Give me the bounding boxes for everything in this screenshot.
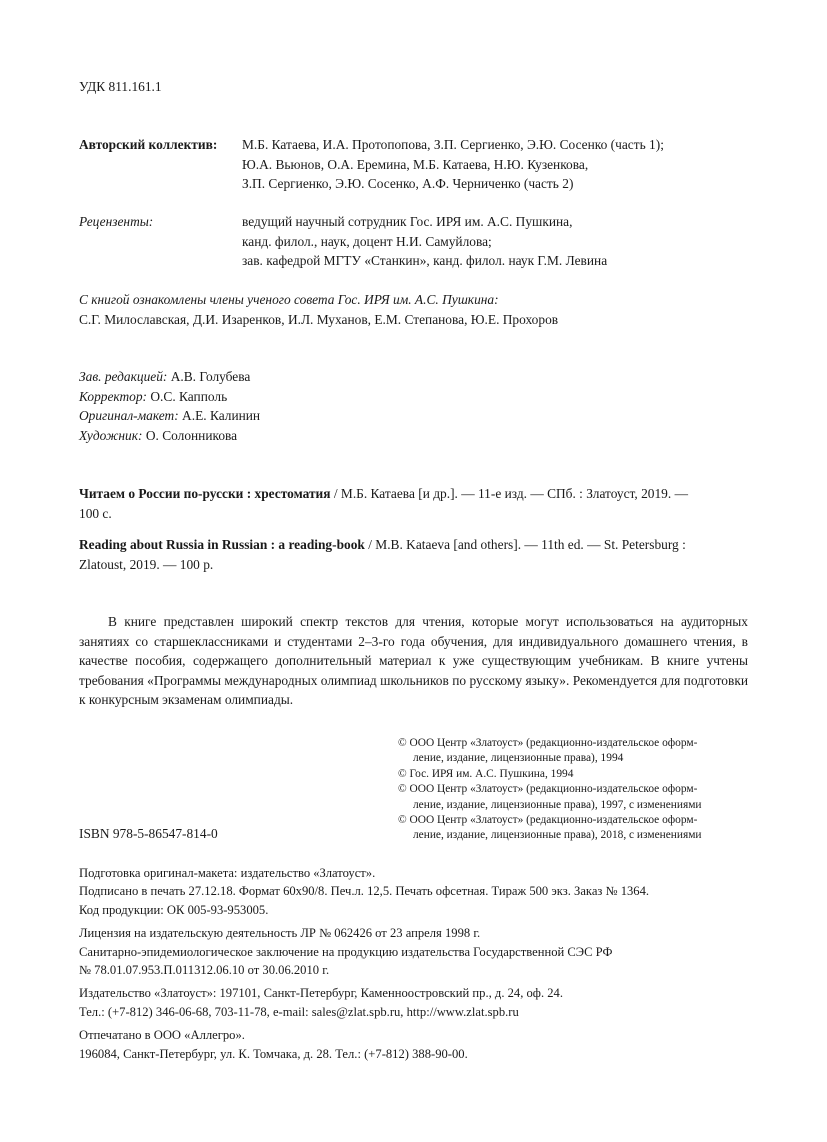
imprint-line: Тел.: (+7-812) 346-06-68, 703-11-78, e-mail: sales@zlat.spb.ru, http://www.zlat.spb.ru [79, 1004, 519, 1019]
citation-details: / M.B. Kataeva [and others]. — 11th ed. — St. Petersburg : [364, 537, 686, 552]
council-names: С.Г. Милославская, Д.И. Изаренков, И.Л. Муханов, Е.М. Степанова, Ю.Е. Прохоров [79, 311, 559, 327]
imprint-line: Отпечатано в ООО «Аллегро». [79, 1028, 245, 1043]
imprint-license [79, 924, 649, 979]
imprint-line: Подписано в печать 27.12.18. Формат 60x90/8. Печ.л. 12,5. Печать офсетная. Тираж 500 экз. Заказ № 1364. [79, 884, 650, 899]
staff-role: Зав. редакцией: [79, 369, 168, 384]
imprint-line: Подготовка оригинал-макета: издательство «Златоуст». [79, 866, 376, 880]
reviewer-line: ведущий научный сотрудник Гос. ИРЯ им. А.С. Пушкина, [242, 214, 573, 229]
staff-name: О.С. Капполь [150, 388, 228, 404]
copyright-line: © Гос. ИРЯ им. А.С. Пушкина, 1994 [398, 767, 574, 780]
citation-english [79, 535, 686, 574]
copyright-line-cont: ление, издание, лицензионные права), 1994 [413, 752, 624, 765]
staff-row [79, 367, 260, 387]
authors-line: М.Б. Катаева, И.А. Протопопова, З.П. Сергиенко, Э.Ю. Сосенко (часть 1); [242, 137, 664, 152]
reviewer-line: канд. филол., наук, доцент Н.И. Самуйлова; [242, 233, 492, 249]
citation-title: Читаем о России по-русски : хрестоматия [79, 486, 331, 501]
authors-line: З.П. Сергиенко, Э.Ю. Сосенко, А.Ф. Черниченко (часть 2) [242, 176, 574, 192]
copyright-line-cont: ление, издание, лицензионные права), 2018, с изменениями [413, 829, 702, 842]
annotation [79, 612, 748, 710]
citation-details-line2: Zlatoust, 2019. — 100 p. [79, 556, 214, 572]
staff-role: Оригинал-макет: [79, 408, 179, 424]
imprint-publisher [79, 984, 649, 1021]
reviewers-list [242, 212, 607, 271]
reviewer-line: зав. кафедрой МГТУ «Станкин», канд. филол. наук Г.М. Левина [242, 253, 608, 269]
citation-title: Reading about Russia in Russian : a reading-book [79, 537, 365, 552]
copyright-line-cont: ление, издание, лицензионные права), 1997, с изменениями [413, 798, 702, 811]
council-heading: С книгой ознакомлены члены ученого совета Гос. ИРЯ им. А.С. Пушкина: [79, 292, 499, 307]
isbn: ISBN 978-5-86547-814-0 [79, 826, 218, 841]
citation-details: / М.Б. Катаева [и др.]. — 11-е изд. — СПб. : Златоуст, 2019. — [330, 486, 688, 501]
staff-row [79, 426, 260, 446]
udc-code: УДК 811.161.1 [79, 79, 162, 94]
imprint-line: № 78.01.07.953.П.011312.06.10 от 30.06.2010 г. [79, 963, 330, 978]
imprint-line: Издательство «Златоуст»: 197101, Санкт-Петербург, Каменноостровский пр., д. 24, оф. 24. [79, 986, 563, 1001]
copyright-line: © ООО Центр «Златоуст» (редакционно-издательское оформ- [398, 783, 698, 796]
authors-line: Ю.А. Вьюнов, О.А. Еремина, М.Б. Катаева, Н.Ю. Кузенкова, [242, 156, 589, 172]
staff-name: О. Солонникова [145, 427, 238, 443]
copyright-notices [398, 736, 702, 844]
staff-role: Художник: [79, 427, 143, 443]
authors-label: Авторский коллектив: [79, 137, 218, 152]
staff-role: Корректор: [79, 388, 148, 404]
authors-list [242, 135, 664, 194]
imprint-line: Код продукции: ОК 005-93-953005. [79, 902, 269, 917]
staff-row [79, 406, 260, 426]
imprint-line: 196084, Санкт-Петербург, ул. К. Томчака, д. 28. Тел.: (+7-812) 388-90-00. [79, 1046, 468, 1061]
council-block [79, 290, 558, 329]
imprint-printer [79, 1026, 649, 1063]
imprint-line: Санитарно-эпидемиологическое заключение на продукцию издательства Государственной СЭС РФ [79, 944, 613, 959]
copyright-line: © ООО Центр «Златоуст» (редакционно-издательское оформ- [398, 737, 698, 749]
citation-russian [79, 484, 688, 523]
staff-list [79, 367, 260, 445]
reviewers-label: Рецензенты: [79, 214, 154, 229]
imprint-prep [79, 864, 649, 919]
citation-details-line2: 100 с. [79, 505, 112, 521]
imprint [79, 864, 649, 1068]
staff-name: А.В. Голубева [170, 369, 251, 384]
staff-row [79, 387, 260, 407]
annotation-text: В книге представлен широкий спектр текстов для чтения, которые могут использоваться на аудиторных занятиях со старшеклассниками и студентами 2–3-го года обучения, для индивидуального домашнего чтения, в качестве пособия, содержащего дополнительный материал к уже существующим учебникам. В книге учтены требования «Программы международных олимпиад школьников по русскому языку». Рекомендуется для подготовки к конкурсным экзаменам олимпиады. [79, 614, 748, 708]
staff-name: А.Е. Калинин [182, 408, 261, 424]
copyright-line: © ООО Центр «Златоуст» (редакционно-издательское оформ- [398, 814, 698, 827]
imprint-line: Лицензия на издательскую деятельность ЛР № 062426 от 23 апреля 1998 г. [79, 926, 481, 941]
